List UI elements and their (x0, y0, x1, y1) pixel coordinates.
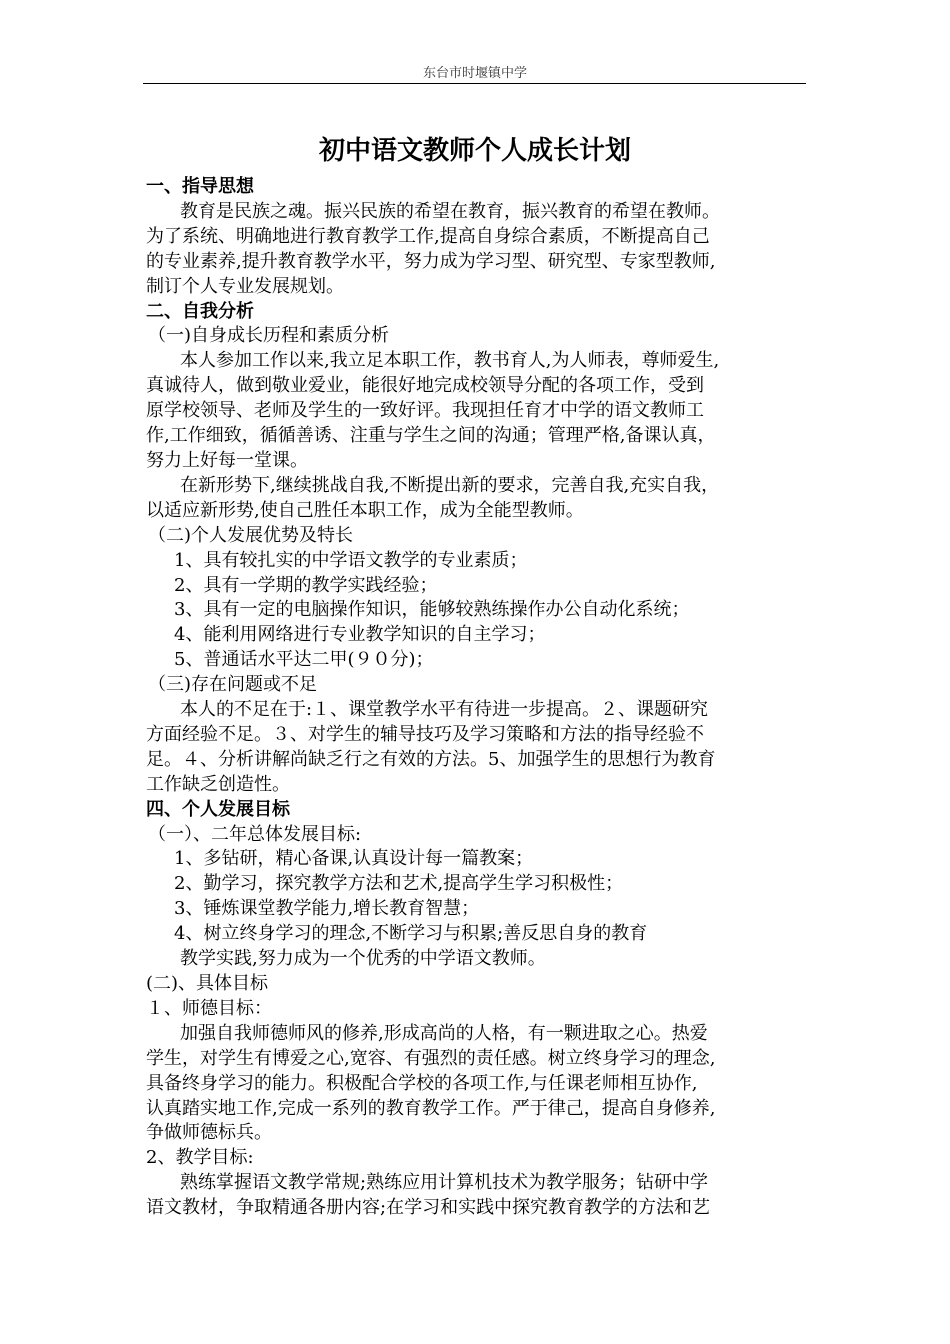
text-line: 工作缺乏创造性。 (146, 773, 290, 795)
document-body (146, 175, 810, 1221)
text-line: 语文教材，争取精通各册内容;在学习和实践中探究教育教学的方法和艺 (146, 1197, 711, 1219)
text-line: （一）、二年总体发展目标: (148, 823, 362, 845)
text-line: 制订个人专业发展规划。 (146, 275, 344, 297)
text-line: 的专业素养,提升教育教学水平，努力成为学习型、研究型、专家型教师, (146, 250, 716, 272)
text-line: 2、勤学习，探究教学方法和艺术,提高学生学习积极性； (174, 873, 624, 895)
text-line: 以适应新形势,使自己胜任本职工作，成为全能型教师。 (146, 499, 584, 521)
text-line: 5、普通话水平达二甲(９０分)； (174, 649, 434, 671)
text-line: 1、具有较扎实的中学语文教学的专业素质； (174, 549, 528, 571)
text-line: 3、具有一定的电脑操作知识，能够较熟练操作办公自动化系统； (174, 599, 690, 621)
text-line: 教学实践,努力成为一个优秀的中学语文教师。 (180, 948, 546, 970)
text-line: 学生，对学生有博爱之心,宽容、有强烈的责任感。树立终身学习的理念, (146, 1047, 716, 1069)
text-line: 4、能利用网络进行专业教学知识的自主学习； (174, 624, 546, 646)
text-line: （三)存在问题或不足 (148, 674, 318, 696)
text-line: 争做师德标兵。 (146, 1122, 272, 1144)
text-line: 加强自我师德师风的修养,形成高尚的人格，有一颗进取之心。热爱 (180, 1022, 708, 1044)
text-line: 教育是民族之魂。振兴民族的希望在教育，振兴教育的希望在教师。 (180, 200, 720, 222)
text-line: 足。４、分析讲解尚缺乏行之有效的方法。5、加强学生的思想行为教育 (146, 748, 716, 770)
text-line: 具备终身学习的能力。积极配合学校的各项工作,与任课老师相互协作, (146, 1072, 698, 1094)
section-heading: 二、自我分析 (146, 300, 254, 322)
text-line: 本人的不足在于:１、课堂教学水平有待进一步提高。２、课题研究 (180, 699, 709, 721)
text-line: （二)个人发展优势及特长 (148, 524, 354, 546)
header-divider (143, 83, 806, 84)
text-line: 2、具有一学期的教学实践经验； (174, 574, 438, 596)
text-line: 在新形势下,继续挑战自我,不断提出新的要求，完善自我,充实自我， (180, 474, 720, 496)
text-line: 认真踏实地工作,完成一系列的教育教学工作。严于律己，提高自身修养, (146, 1097, 716, 1119)
text-line: 方面经验不足。３、对学生的辅导技巧及学习策略和方法的指导经验不 (146, 723, 704, 745)
section-heading: 四、个人发展目标 (146, 798, 290, 820)
text-line: 1、多钻研，精心备课,认真设计每一篇教案； (174, 848, 534, 870)
section-heading: 一、指导思想 (146, 176, 254, 197)
document-title: 初中语文教师个人成长计划 (318, 136, 631, 166)
text-line: 3、锤炼课堂教学能力,增长教育智慧； (174, 898, 480, 920)
text-line: 真诚待人，做到敬业爱业，能很好地完成校领导分配的各项工作，受到 (146, 375, 704, 397)
text-line: 努力上好每一堂课。 (146, 449, 308, 471)
text-line: 4、树立终身学习的理念,不断学习与积累;善反思自身的教育 (174, 923, 648, 945)
header-school-name: 东台市时堰镇中学 (422, 66, 527, 81)
text-line: 为了系统、明确地进行教育教学工作,提高自身综合素质，不断提高自己 (146, 225, 710, 247)
text-line: 本人参加工作以来,我立足本职工作，教书育人,为人师表，尊师爱生, (180, 350, 720, 372)
text-line: (二)、具体目标 (146, 973, 269, 994)
text-line: １、师德目标： (146, 997, 272, 1019)
text-line: 2、教学目标: (146, 1147, 254, 1169)
text-line: 原学校领导、老师及学生的一致好评。我现担任育才中学的语文教师工 (146, 400, 704, 422)
text-line: 熟练掌握语文教学常规;熟练应用计算机技术为教学服务；钻研中学 (180, 1172, 709, 1194)
text-line: （一)自身成长历程和素质分析 (148, 325, 390, 347)
text-line: 作,工作细致，循循善诱、注重与学生之间的沟通；管理严格,备课认真， (146, 425, 716, 447)
